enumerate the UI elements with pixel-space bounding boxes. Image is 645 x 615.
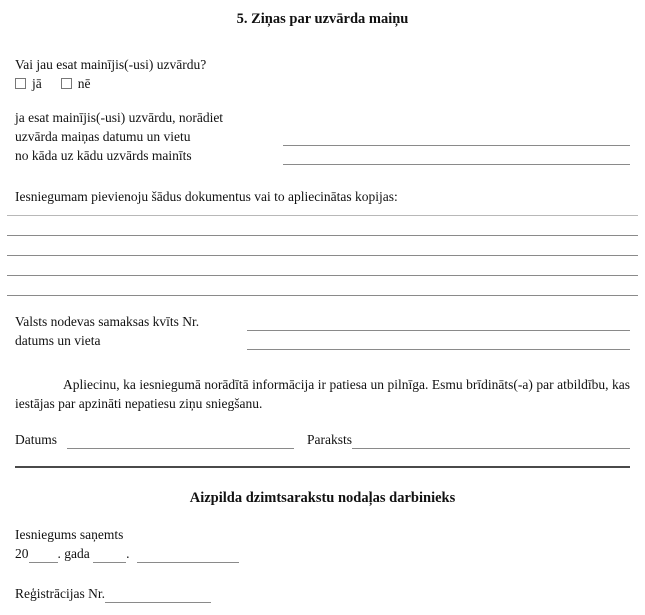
ja-checkbox-label: jā (32, 76, 42, 91)
received-date-row (15, 544, 630, 563)
application-received-label: Iesniegums saņemts (15, 527, 124, 542)
signature-line[interactable] (352, 431, 630, 449)
ne-checkbox[interactable] (61, 78, 72, 89)
section-divider (15, 466, 630, 468)
received-block (15, 525, 630, 563)
signature-label: Paraksts (307, 432, 352, 447)
change-details-block (15, 108, 630, 165)
option-ja[interactable] (15, 74, 42, 93)
year-prefix: 20 (15, 546, 29, 561)
fee-date-place-line[interactable] (247, 332, 630, 350)
day-blank-line[interactable] (93, 545, 126, 563)
document-blank-line[interactable] (7, 256, 638, 276)
declaration-text: Apliecinu, ka iesniegumā norādītā informācija ir patiesa un pilnīga. Esmu brīdināts(-a) par atbildību, kas iestājas par apzināti nepatiesu ziņu sniegšanu. (15, 377, 630, 411)
signature-row (15, 430, 630, 449)
option-ne[interactable] (61, 74, 91, 93)
date-dot: . (126, 546, 133, 561)
official-section-heading: Aizpilda dzimtsarakstu nodaļas darbinieks (189, 490, 456, 506)
registration-row (15, 584, 630, 603)
document-blank-line[interactable] (7, 216, 638, 236)
page-title: 5. Ziņas par uzvārda maiņu (236, 11, 409, 27)
document-blank-line[interactable] (7, 276, 638, 296)
year-blank-line[interactable] (29, 545, 58, 563)
answer-options (15, 74, 630, 93)
date-line[interactable] (67, 431, 294, 449)
registration-number-label: Reģistrācijas Nr. (15, 586, 105, 601)
fee-receipt-label: Valsts nodevas samaksas kvīts Nr. (15, 314, 200, 329)
change-date-place-label: uzvārda maiņas datumu un vietu (15, 129, 191, 144)
change-from-to-line[interactable] (283, 147, 630, 165)
gada-label: . gada (57, 546, 94, 561)
registration-number-line[interactable] (105, 585, 211, 603)
document-blank-line[interactable] (7, 206, 638, 216)
surname-changed-question: Vai jau esat mainījis(-usi) uzvārdu? (15, 57, 207, 72)
fee-receipt-line[interactable] (247, 313, 630, 331)
date-label: Datums (15, 432, 57, 447)
fee-date-place-label: datums un vieta (15, 333, 101, 348)
ja-checkbox[interactable] (15, 78, 26, 89)
documents-intro: Iesniegumam pievienoju šādus dokumentus vai to apliecinātas kopijas: (15, 189, 398, 204)
documents-list (7, 206, 638, 296)
month-blank-line[interactable] (137, 545, 239, 563)
fee-block (15, 312, 630, 350)
document-blank-line[interactable] (7, 236, 638, 256)
ne-checkbox-label: nē (77, 76, 91, 91)
change-date-place-line[interactable] (283, 128, 630, 146)
change-details-intro: ja esat mainījis(-usi) uzvārdu, norādiet (15, 110, 224, 125)
change-from-to-label: no kāda uz kādu uzvārds mainīts (15, 148, 192, 163)
